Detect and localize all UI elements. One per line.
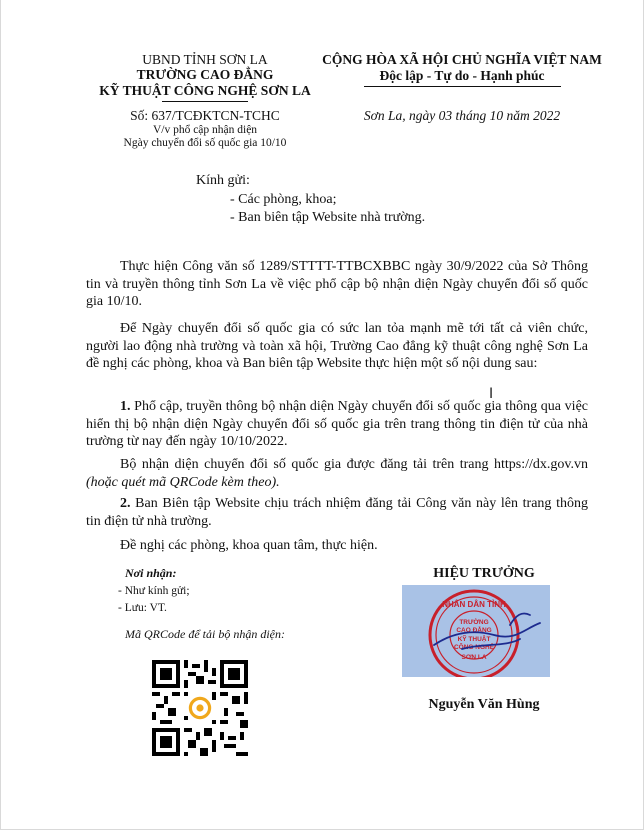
official-seal-and-signature: [402, 585, 550, 677]
seal-icon: [402, 585, 550, 677]
greeting-label: Kính gửi:: [196, 173, 250, 188]
national-motto: Độc lập - Tự do - Hạnh phúc: [379, 68, 545, 83]
body-paragraph-2: [86, 320, 588, 373]
body-paragraph-1: [86, 258, 588, 311]
document-number: Số: 637/TCĐKTCN-TCHC: [130, 108, 280, 123]
item-number-1: 1.: [120, 399, 131, 414]
svg-text:KỸ THUẬT: KỸ THUẬT: [457, 636, 491, 643]
place-date: Sơn La, ngày 03 tháng 10 năm 2022: [363, 108, 561, 123]
issuer-underline: [162, 101, 248, 102]
issuer-school-line2: KỸ THUẬT CÔNG NGHỆ SƠN LA: [99, 83, 311, 98]
body-paragraph-4-text: Bộ nhận diện chuyển đổi số quốc gia được đăng tải trên trang https://dx.gov.vn: [120, 457, 588, 472]
signer-name: Nguyễn Văn Hùng: [428, 697, 540, 712]
qr-hint: (hoặc quét mã QRCode kèm theo).: [86, 474, 280, 490]
page-border-left: [0, 0, 1, 830]
svg-text:SƠN LA: SƠN LA: [461, 654, 487, 661]
document-subject-line2: Ngày chuyển đổi số quốc gia 10/10: [123, 137, 287, 149]
svg-text:CAO ĐẲNG: CAO ĐẲNG: [456, 627, 492, 634]
signer-title: HIỆU TRƯỞNG: [433, 566, 535, 581]
svg-text:CÔNG NGHỆ: CÔNG NGHỆ: [453, 644, 495, 651]
recipients-item-2: - Lưu: VT.: [118, 602, 167, 614]
motto-underline: [364, 86, 561, 87]
issuer-authority: UBND TỈNH SƠN LA: [142, 52, 268, 67]
svg-text:NHÂN DÂN TỈNH: NHÂN DÂN TỈNH: [442, 600, 506, 609]
text-cursor-icon: I: [489, 386, 494, 402]
greeting-recipient-2: - Ban biên tập Website nhà trường.: [230, 210, 426, 225]
body-paragraph-1-text: Thực hiện Công văn số 1289/STTTT-TTBCXBBC ngày 30/9/2022 của Sở Thông tin và truyền thông tỉnh Sơn La về việc phổ cập bộ nhận diện Ngày chuyển đổi số quốc gia 10/10.: [86, 259, 588, 309]
recipients-item-1: - Như kính gửi;: [118, 585, 190, 597]
body-paragraph-3-text: Phổ cập, truyền thông bộ nhận diện Ngày chuyển đổi số quốc gia thông qua việc hiển thị bộ nhận diện Ngày chuyển đổi số quốc gia trên trang thông tin điện tử của nhà trường từ nay đến ngày 10/10/2022.: [86, 399, 588, 449]
qr-code-image[interactable]: [152, 660, 248, 756]
greeting-recipient-1: - Các phòng, khoa;: [230, 192, 337, 207]
body-paragraph-5: [86, 495, 588, 530]
document-subject-line1: V/v phổ cập nhận diện: [152, 124, 258, 136]
body-paragraph-5-text: Ban Biên tập Website chịu trách nhiệm đăng tải Công văn này lên trang thông tin điện tử nhà trường.: [86, 496, 588, 529]
recipients-label: Nơi nhận:: [125, 566, 177, 580]
body-paragraph-2-text: Để Ngày chuyển đổi số quốc gia có sức lan tỏa mạnh mẽ tới tất cả viên chức, người lao động nhà trường và toàn xã hội, Trường Cao đẳng kỹ thuật công nghệ Sơn La đề nghị các phòng, khoa và Ban biên tập Website thực hiện một số nội dung sau:: [86, 321, 588, 371]
qr-code-note: Mã QRCode để tải bộ nhận diện:: [125, 627, 285, 641]
national-title: CỘNG HÒA XÃ HỘI CHỦ NGHĨA VIỆT NAM: [322, 52, 602, 67]
issuer-school-line1: TRƯỜNG CAO ĐẲNG: [136, 67, 274, 82]
body-paragraph-6: [86, 537, 588, 555]
body-paragraph-3: [86, 398, 588, 451]
item-number-2: 2.: [120, 496, 131, 511]
svg-text:TRƯỜNG: TRƯỜNG: [459, 619, 489, 626]
body-paragraph-6-text: Đề nghị các phòng, khoa quan tâm, thực hiện.: [120, 538, 378, 553]
body-paragraph-4: [86, 456, 588, 491]
